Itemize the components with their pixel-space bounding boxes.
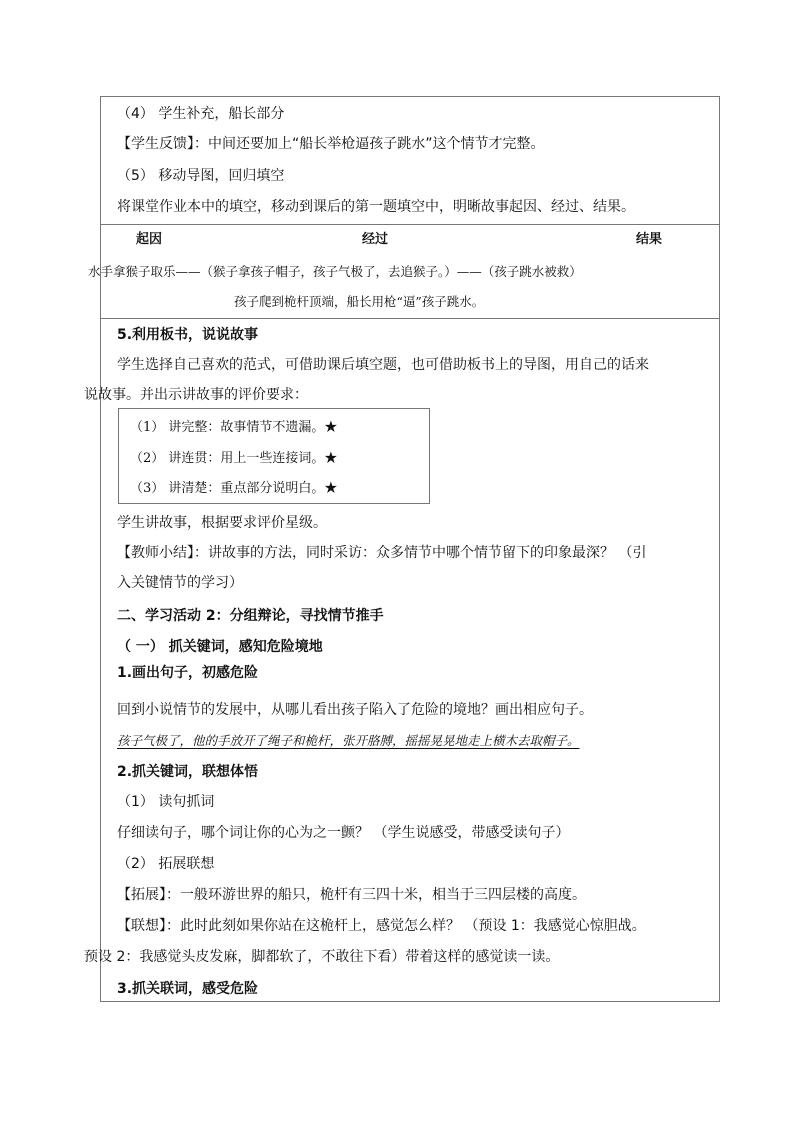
sub-step-2: （2） 拓展联想	[117, 856, 215, 872]
summary-row-1: 水手拿猴子取乐——（猴子拿孩子帽子，孩子气极了，去追猴子。）——（孩子跳水被救）	[88, 264, 582, 279]
extension-text: 【拓展】：一般环游世界的船只，桅杆有三四十米，相当于三四层楼的高度。	[117, 887, 586, 903]
criteria-item-3: （3） 讲清楚：重点部分说明白。★	[130, 481, 338, 496]
underlined-quote: 孩子气极了，他的手放开了绳子和桅杆，张开胳膊，摇摇晃晃地走上横木去取帽子。	[117, 733, 580, 748]
header-process: 经过	[362, 232, 389, 247]
teacher-summary-a: 【教师小结】：讲故事的方法，同时采访：众多情节中哪个情节留下的印象最深？ （引	[117, 545, 647, 561]
heading-1-para: 回到小说情节的发展中，从哪儿看出孩子陷入了危险的境地？画出相应句子。	[117, 702, 593, 718]
sub-step-1-para: 仔细读句子，哪个词让你的心为之一颤？ （学生说感受，带感受读句子）	[117, 825, 570, 841]
header-result: 结果	[636, 232, 663, 247]
summary-row-2: 孩子爬到桅杆顶端，船长用枪“逼”孩子跳水。	[234, 294, 485, 309]
step-5-text: （5） 移动导图，回归填空	[117, 168, 285, 184]
criteria-item-2: （2） 讲连贯：用上一些连接词。★	[130, 451, 338, 466]
heading-2: 2.抓关键词，联想体悟	[117, 764, 259, 780]
activity-2-title: 二、学习活动 2：分组辩论，寻找情节推手	[117, 608, 384, 624]
heading-3: 3.抓关联词，感受危险	[117, 981, 259, 997]
step-4-text: （4） 学生补充，船长部分	[117, 106, 285, 122]
table-divider-bottom	[100, 318, 720, 319]
teacher-summary-b: 入关键情节的学习）	[117, 575, 243, 591]
student-feedback-text: 【学生反馈】：中间还要加上“船长举枪逼孩子跳水”这个情节才完整。	[117, 136, 545, 152]
section-5-title: 5.利用板书，说说故事	[117, 327, 259, 343]
heading-1: 1.画出句子，初感危险	[117, 665, 259, 681]
activity-2-subsection-1: （ 一） 抓关键词，感知危险境地	[117, 639, 323, 655]
criteria-item-1: （1） 讲完整：故事情节不遗漏。★	[130, 420, 338, 435]
section-5-para-2: 学生讲故事，根据要求评价星级。	[117, 515, 327, 531]
table-divider-top	[100, 224, 720, 225]
header-cause: 起因	[136, 232, 163, 247]
section-5-para-1b: 说故事。并出示讲故事的评价要求：	[84, 387, 308, 403]
sub-step-1: （1） 读句抓词	[117, 794, 215, 810]
association-text-a: 【联想】：此时此刻如果你站在这桅杆上，感觉怎么样？ （预设 1：我感觉心惊胆战。	[117, 918, 646, 934]
homework-fill-text: 将课堂作业本中的填空，移动到课后的第一题填空中，明晰故事起因、经过、结果。	[117, 199, 635, 215]
section-5-para-1a: 学生选择自己喜欢的范式，可借助课后填空题，也可借助板书上的导图，用自己的话来	[117, 357, 649, 373]
association-text-b: 预设 2：我感觉头皮发麻，脚都软了，不敢往下看）带着这样的感觉读一读。	[84, 949, 560, 965]
